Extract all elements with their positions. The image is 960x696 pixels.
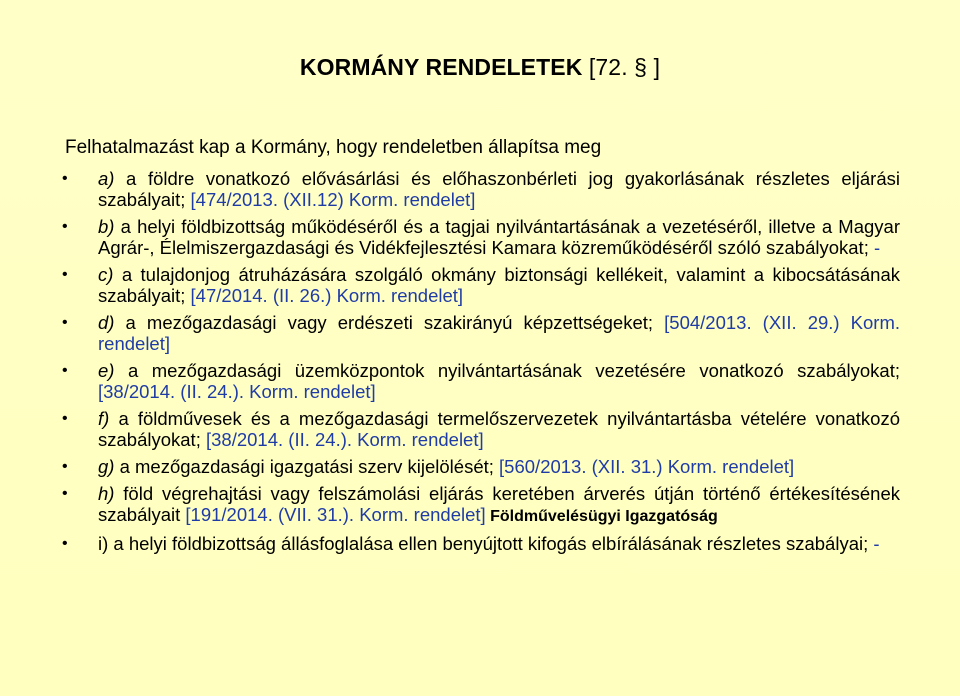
bullet-icon: • — [62, 458, 68, 475]
item-text: a mezőgazdasági igazgatási szerv kijelölését; — [114, 456, 500, 477]
item-text: a földművesek és a mezőgazdasági termelőszervezetek nyilvántartásba vételére vonatkozó szabályokat; — [98, 408, 900, 450]
item-reference: [474/2013. (XII.12) Korm. rendelet] — [190, 189, 476, 210]
item-reference: - — [873, 533, 880, 554]
bullet-icon: • — [62, 266, 68, 283]
item-reference: [38/2014. (II. 24.). Korm. rendelet] — [98, 381, 376, 402]
item-letter: c) — [98, 264, 114, 285]
bullet-icon: • — [62, 218, 68, 235]
item-letter: e) — [98, 360, 115, 381]
list-item-g — [62, 456, 900, 477]
item-letter: f) — [98, 408, 110, 429]
item-letter: d) — [98, 312, 115, 333]
item-text: a mezőgazdasági üzemközpontok nyilvántartásának vezetésére vonatkozó szabályokat; — [114, 360, 900, 381]
list-item-a — [62, 168, 900, 210]
item-reference: [38/2014. (II. 24.). Korm. rendelet] — [205, 429, 484, 450]
page-title — [0, 54, 960, 81]
bullet-icon: • — [62, 362, 68, 379]
item-letter: b) — [98, 216, 115, 237]
list-item-b — [62, 216, 900, 258]
list-item-f — [62, 408, 900, 450]
item-reference: - — [873, 237, 881, 258]
item-reference: [47/2014. (II. 26.) Korm. rendelet] — [190, 285, 464, 306]
item-reference: [560/2013. (XII. 31.) Korm. rendelet] — [499, 456, 795, 477]
title-section: [72. § ] — [582, 54, 661, 80]
list-item-d — [62, 312, 900, 354]
item-letter: g) — [98, 456, 115, 477]
item-letter: h) — [98, 483, 115, 504]
list-item-i — [62, 533, 900, 554]
item-letter: a) — [98, 168, 115, 189]
item-text: a földre vonatkozó elővásárlási és előhaszonbérleti jog gyakorlásának részletes eljárási szabályait; — [98, 168, 900, 210]
authorization-list — [62, 168, 900, 560]
item-text: föld végrehajtási vagy felszámolási eljárás keretében árverés útján történő értékesítésének szabályait — [98, 483, 900, 525]
item-text: a tulajdonjog átruházására szolgáló okmány biztonsági kellékeit, valamint a kibocsátásának szabályait; — [98, 264, 900, 306]
list-item-e — [62, 360, 900, 402]
item-reference: [504/2013. (XII. 29.) Korm. rendelet] — [98, 312, 900, 354]
list-item-c — [62, 264, 900, 306]
list-item-h — [62, 483, 900, 527]
bullet-icon: • — [62, 535, 68, 552]
bullet-icon: • — [62, 485, 68, 502]
item-text: a mezőgazdasági vagy erdészeti szakirányú képzettségeket; — [114, 312, 665, 333]
item-reference: [191/2014. (VII. 31.). Korm. rendelet] — [185, 504, 486, 525]
bullet-icon: • — [62, 410, 68, 427]
item-authority: Földművelésügyi Igazgatóság — [485, 508, 718, 525]
item-text: i) a helyi földbizottság állásfoglalása ellen benyújtott kifogás elbírálásának részletes szabályai; — [98, 533, 874, 554]
bullet-icon: • — [62, 170, 68, 187]
title-main: KORMÁNY RENDELETEK — [299, 54, 583, 80]
intro-text: Felhatalmazást kap a Kormány, hogy rendeletben állapítsa meg — [65, 137, 602, 158]
bullet-icon: • — [62, 314, 68, 331]
item-text: a helyi földbizottság működéséről és a tagjai nyilvántartásának a vezetéséről, illetve a Magyar Agrár-, Élelmiszergazdasági és Vidékfejlesztési Kamara közreműködéséről szóló szabályokat; — [98, 216, 900, 258]
